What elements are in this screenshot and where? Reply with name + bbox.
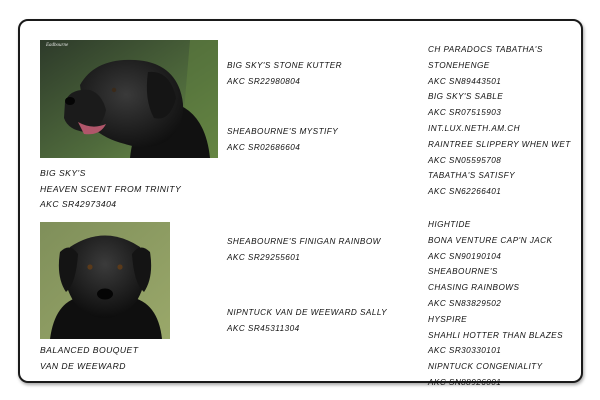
dog2-sire-reg: AKC SR29255601	[227, 252, 301, 262]
gp-line: INT.LUX.NETH.AM.CH	[428, 123, 520, 133]
gp-line: BIG SKY'S SABLE	[428, 92, 504, 102]
dog2-dam	[227, 305, 387, 337]
dog2-sire	[227, 234, 381, 266]
dog1-sire-reg: AKC SR22980804	[227, 76, 301, 86]
dog2-name-line-1: BALANCED BOUQUET	[40, 345, 139, 355]
dog1-grandparents	[428, 42, 571, 200]
dog1-name-line-2: HEAVEN SCENT FROM TRINITY	[40, 183, 182, 194]
dog2-dam-name: NIPNTUCK VAN DE WEEWARD SALLY	[227, 308, 388, 317]
dog2-photo	[40, 222, 170, 339]
dog1-sire-name: BIG SKY'S STONE KUTTER	[227, 61, 343, 70]
dog2-dam-reg: AKC SR45311304	[227, 323, 300, 333]
gp-line: AKC SR07515903	[428, 108, 502, 118]
pedigree-card	[18, 19, 583, 387]
gp-line: AKC SN62266401	[428, 187, 502, 197]
gp-line: RAINTREE SLIPPERY WHEN WET	[428, 139, 571, 149]
gp-line: AKC SN83829502	[428, 298, 502, 308]
gp-line: HIGHTIDE	[428, 220, 471, 229]
gp-line: SHEABOURNE'S	[428, 267, 498, 277]
gp-line: HYSPIRE	[428, 314, 468, 324]
dog1-dam-reg: AKC SR02686604	[227, 142, 301, 152]
dog1-name-line-1: BIG SKY'S	[40, 168, 86, 178]
gp-line: AKC SN05595708	[428, 155, 502, 165]
gp-line: STONEHENGE	[428, 60, 490, 70]
dog1-name-block	[40, 166, 181, 213]
gp-line: TABATHA'S SATISFY	[428, 171, 516, 181]
black-labrador-photo-1-image	[40, 40, 218, 158]
dog1-dam-name: SHEABOURNE'S MYSTIFY	[227, 127, 339, 136]
dog2-name-line-2: VAN DE WEEWARD	[40, 360, 126, 371]
gp-line: CH PARADOCS TABATHA'S	[428, 45, 543, 54]
gp-line: AKC SN89443501	[428, 76, 502, 86]
gp-line: CHASING RAINBOWS	[428, 283, 520, 293]
dog1-registration: AKC SR42973404	[40, 199, 117, 209]
black-labrador-photo-2-image	[40, 222, 170, 339]
gp-line: AKC SN90190104	[428, 251, 502, 261]
dog2-sire-name: SHEABOURNE'S FINIGAN RAINBOW	[227, 237, 381, 246]
gp-line: BONA VENTURE CAP'N JACK	[428, 235, 553, 245]
gp-line: AKC SN88926001	[428, 377, 502, 387]
photo-watermark: Eadbourne	[46, 43, 69, 48]
gp-line: NIPNTUCK CONGENIALITY	[428, 362, 543, 372]
gp-line: SHAHLI HOTTER THAN BLAZES	[428, 330, 563, 340]
dog1-sire	[227, 58, 342, 90]
dog1-dam	[227, 124, 338, 156]
dog2-grandparents	[428, 217, 563, 391]
gp-line: AKC SR30330101	[428, 346, 502, 356]
dog2-name-block	[40, 343, 138, 374]
dog1-photo	[40, 40, 218, 158]
